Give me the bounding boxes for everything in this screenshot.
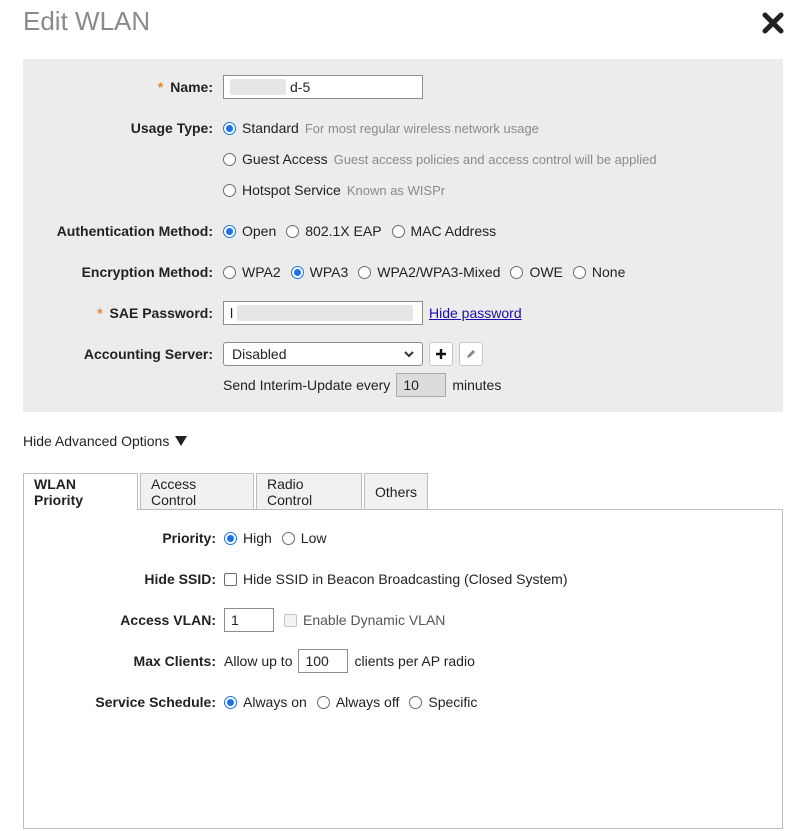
access-vlan-input[interactable]: 1 (224, 608, 274, 632)
hide-ssid-label: Hide SSID: (144, 571, 216, 587)
name-row (23, 75, 783, 99)
service-schedule-row (24, 690, 784, 714)
access-vlan-row (24, 608, 784, 632)
max-clients-label: Max Clients: (133, 653, 216, 669)
redacted-block (237, 305, 413, 321)
sae-password-label: * SAE Password: (97, 305, 213, 321)
plus-icon (435, 348, 447, 360)
max-clients-row: Max Clients: Allow up to 100 clients per AP radio (24, 649, 784, 673)
usage-standard-radio[interactable]: Standard For most regular wireless network usage (223, 120, 539, 136)
enc-owe-radio[interactable]: OWE (510, 264, 562, 280)
encryption-method-label: Encryption Method: (81, 264, 213, 280)
close-icon[interactable] (760, 10, 786, 36)
enc-wpa2-radio[interactable]: WPA2 (223, 264, 281, 280)
auth-8021x-radio[interactable]: 802.1X EAP (286, 223, 381, 239)
chevron-down-icon (404, 351, 414, 358)
auth-method-row (23, 219, 783, 243)
service-schedule-label: Service Schedule: (95, 694, 216, 710)
usage-guest-row (23, 147, 783, 171)
dynamic-vlan-checkbox[interactable]: Enable Dynamic VLAN (284, 612, 445, 628)
interim-update-row: Send Interim-Update every 10 minutes (23, 373, 783, 397)
usage-type-label: Usage Type: (130, 120, 213, 136)
dialog-title: Edit WLAN (23, 6, 151, 36)
hide-password-link[interactable]: Hide password (429, 305, 522, 321)
required-mark: * (97, 305, 103, 321)
accounting-server-select[interactable]: Disabled (223, 342, 423, 366)
auth-method-label: Authentication Method: (56, 223, 213, 239)
encryption-method-row (23, 260, 783, 284)
pencil-icon (465, 348, 477, 360)
add-accounting-server-button[interactable] (429, 342, 453, 366)
usage-hotspot-radio[interactable]: Hotspot Service Known as WISPr (223, 182, 445, 198)
priority-label: Priority: (162, 530, 216, 546)
edit-accounting-server-button[interactable] (459, 342, 483, 366)
enc-none-radio[interactable]: None (573, 264, 625, 280)
hide-ssid-checkbox[interactable]: Hide SSID in Beacon Broadcasting (Closed System) (224, 571, 567, 587)
advanced-options-toggle[interactable]: Hide Advanced Options (23, 433, 187, 449)
tab-others[interactable]: Others (364, 473, 428, 509)
tab-wlan-priority[interactable]: WLAN Priority (23, 473, 138, 510)
accounting-server-row (23, 342, 783, 366)
basic-settings-panel (23, 59, 783, 412)
max-clients-input[interactable]: 100 (298, 649, 348, 673)
name-input[interactable]: d-5 (223, 75, 423, 99)
schedule-always-off-radio[interactable]: Always off (317, 694, 400, 710)
usage-type-row (23, 116, 783, 140)
priority-high-radio[interactable]: High (224, 530, 272, 546)
redacted-block (230, 79, 286, 95)
tab-panel-wlan-priority (23, 509, 783, 829)
access-vlan-label: Access VLAN: (120, 612, 216, 628)
tab-radio-control[interactable]: Radio Control (256, 473, 362, 509)
accounting-server-label: Accounting Server: (83, 346, 213, 362)
triangle-down-icon (175, 436, 187, 446)
auth-open-radio[interactable]: Open (223, 223, 276, 239)
enc-mixed-radio[interactable]: WPA2/WPA3-Mixed (358, 264, 500, 280)
required-mark: * (157, 79, 164, 95)
schedule-specific-radio[interactable]: Specific (409, 694, 477, 710)
tab-access-control[interactable]: Access Control (140, 473, 254, 509)
interim-update-input[interactable]: 10 (396, 373, 446, 397)
sae-password-row (23, 301, 783, 325)
name-label: * Name: (157, 79, 213, 95)
enc-wpa3-radio[interactable]: WPA3 (291, 264, 349, 280)
sae-password-input[interactable]: l (223, 301, 423, 325)
advanced-tabs (23, 473, 430, 510)
usage-hotspot-row (23, 178, 783, 202)
hide-ssid-row (24, 567, 784, 591)
usage-guest-radio[interactable]: Guest Access Guest access policies and access control will be applied (223, 151, 657, 167)
priority-row (24, 526, 784, 550)
priority-low-radio[interactable]: Low (282, 530, 327, 546)
auth-mac-radio[interactable]: MAC Address (392, 223, 497, 239)
schedule-always-on-radio[interactable]: Always on (224, 694, 307, 710)
